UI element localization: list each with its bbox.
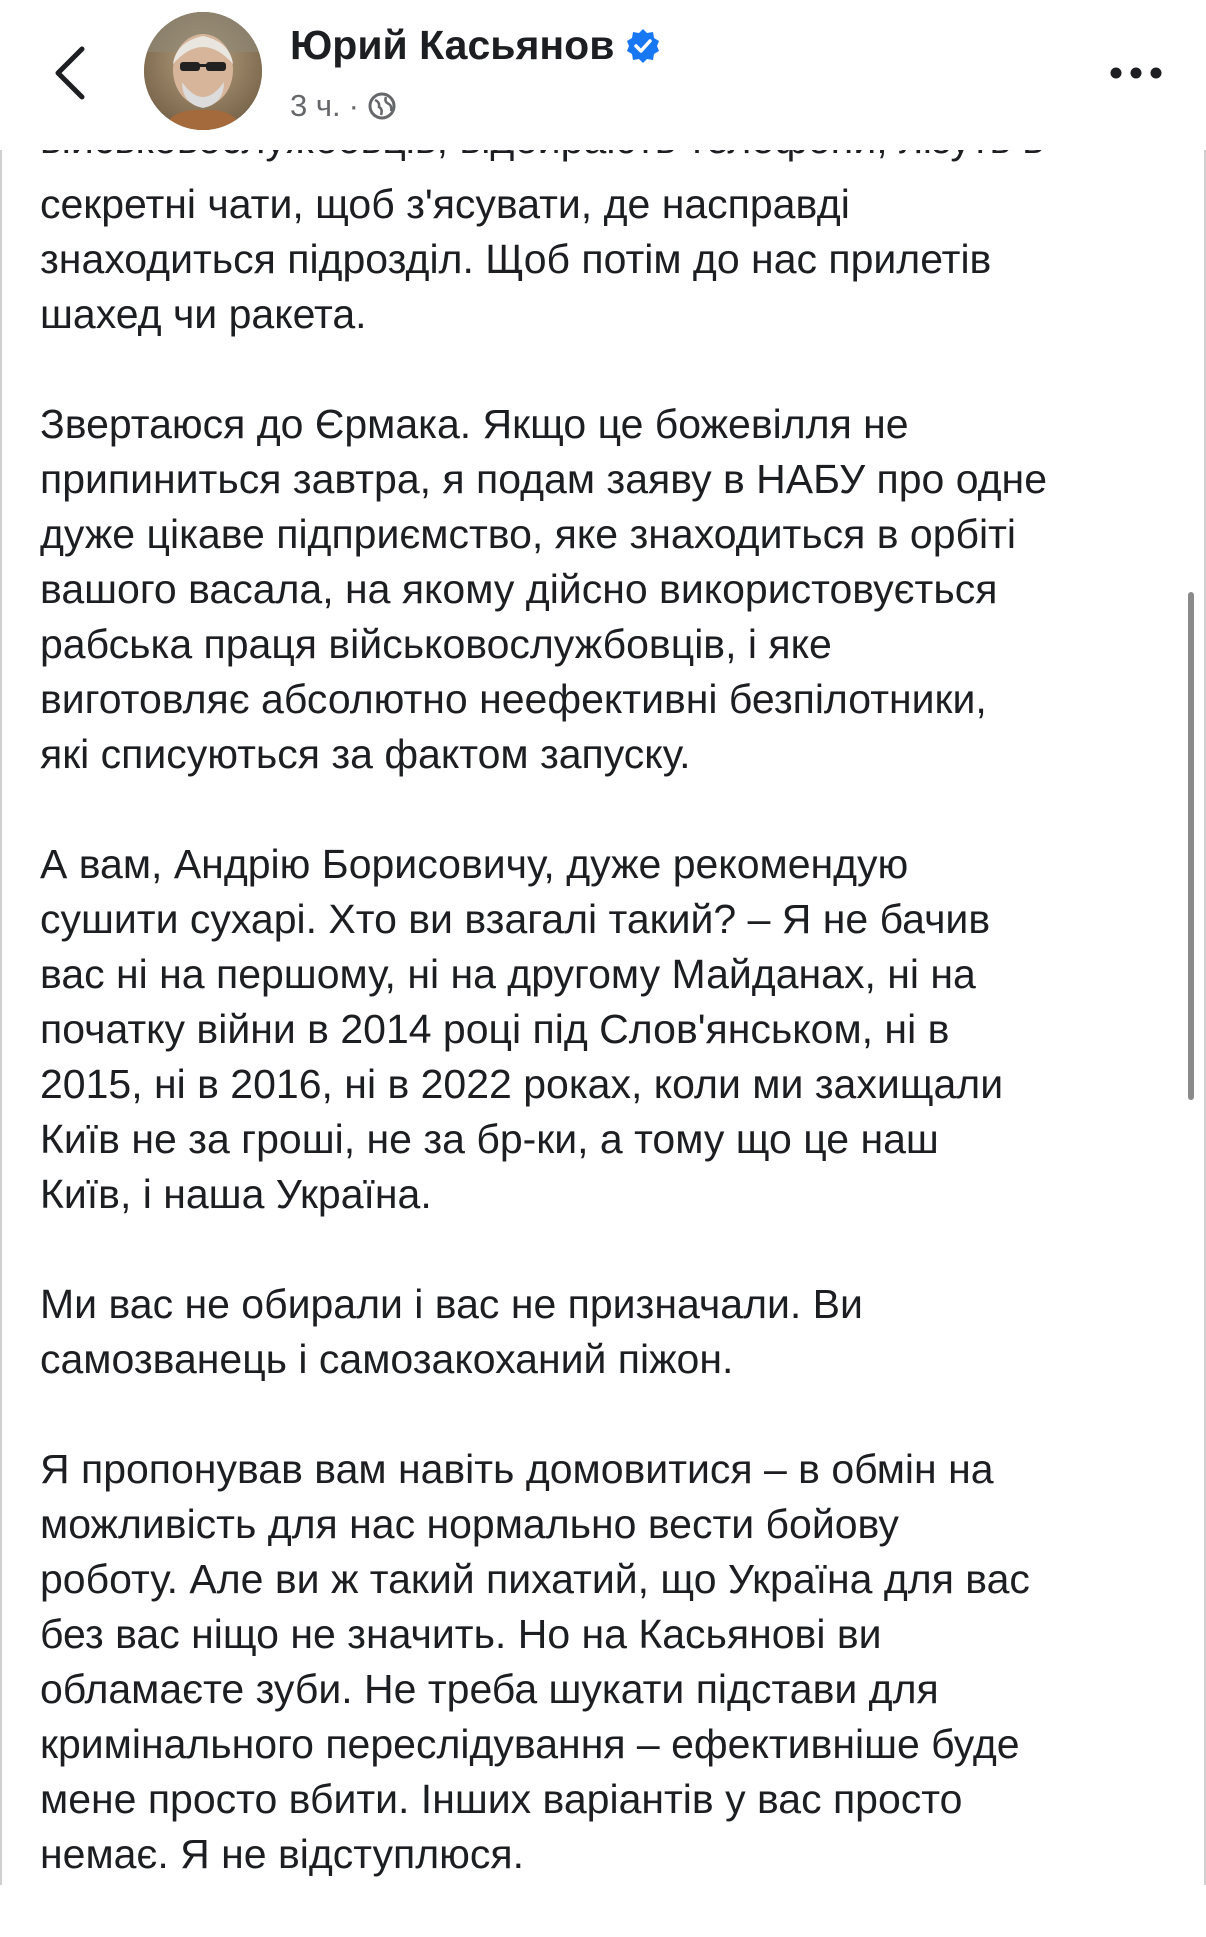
avatar[interactable] — [144, 12, 262, 130]
post-paragraph: Ми вас не обирали і вас не призначали. Ви самозванець і самозакоханий піжон. — [40, 1281, 863, 1382]
author-name[interactable]: Юрий Касьянов — [290, 22, 615, 68]
avatar-photo — [144, 12, 262, 130]
post-meta — [290, 88, 397, 124]
scrollbar[interactable] — [1188, 592, 1194, 1100]
more-options-button[interactable] — [1108, 58, 1164, 88]
globe-icon — [367, 91, 397, 121]
post-header — [0, 0, 1206, 150]
more-horizontal-icon — [1108, 58, 1164, 88]
post-paragraph: секретні чати, щоб з'ясувати, де насправді знаходиться підрозділ. Щоб потім до нас прилетів шахед чи ракета. — [40, 181, 992, 337]
post-paragraph: А вам, Андрію Борисовичу, дуже рекомендую сушити сухарі. Хто ви взагалі такий? – Я не бачив вас ні на першому, ні на другому Майданах, ні на початку війни в 2014 році під Слов'янськом, ні в 2015, ні в 2016, ні в 2022 роках, коли ми захищали Київ не за гроші, не за бр-ки, а тому що це наш Київ, і наша Україна. — [40, 841, 1004, 1217]
post-paragraph: Звертаюся до Єрмака. Якщо це божевілля не припиниться завтра, я подам заяву в НАБУ про одне дуже цікаве підприємство, яке знаходиться в орбіті вашого васала, на якому дійсно використовується рабська праця військовослужбовців, і яке виготовляє абсолютно неефективні безпілотники, які списуються за фактом запуску. — [40, 401, 1048, 777]
meta-separator: · — [348, 88, 359, 123]
verified-badge-icon — [624, 27, 662, 65]
post-paragraph: Я пропонував вам навіть домовитися – в обмін на можливість для нас нормально вести бойову роботу. Але ви ж такий пихатий, що Україна для вас без вас ніщо не значить. Но на Касьянові ви обламаєте зуби. Не треба шукати підстави для кримінального переслідування – ефективніше буде мене просто вбити. Інших варіантів у вас просто немає. Я не відступлюся. — [40, 1446, 1030, 1877]
chevron-left-icon — [52, 45, 86, 101]
back-button[interactable] — [44, 38, 94, 108]
author-name-row — [290, 22, 662, 69]
post-body — [40, 177, 1170, 1937]
post-time[interactable]: 3 ч. — [290, 88, 341, 123]
